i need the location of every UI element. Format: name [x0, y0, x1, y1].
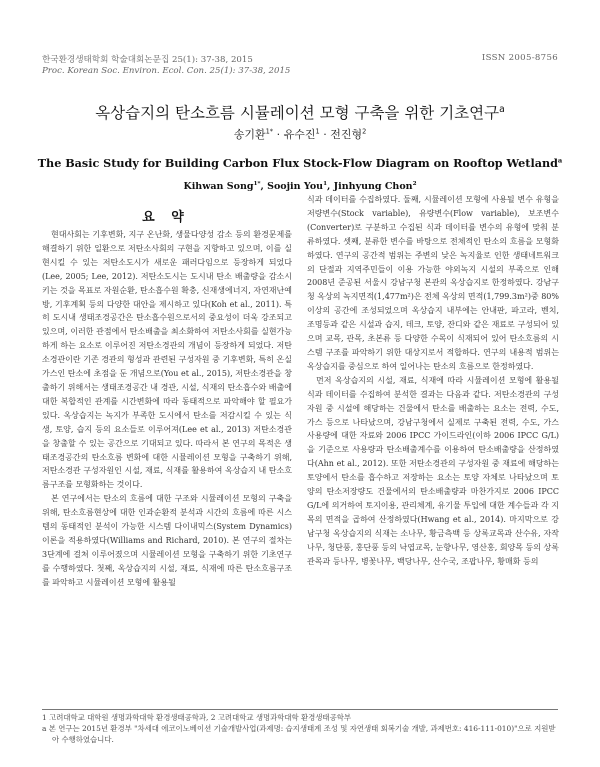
author-ko-3: 전진형 — [330, 128, 363, 141]
author-separator: · — [323, 128, 327, 141]
paragraph: 현대사회는 기후변화, 지구 온난화, 생물다양성 감소 등의 환경문제를 해결하기 위한 일환으로 저탄소사회의 구현을 지향하고 있으며, 이를 실현시킬 수 있는 저탄소도시가 새로운 패러다임으로 등장하게 되었다(Lee, 2005; Lee, 2012). 저탄소도시는 도시내 탄소 배출량을 감소시키는 것을 목표로 자원순환, 탄소흡수원 확충, 신재생에너지, 자연재난예방, 기후계획 등의 다양한 대안을 제시하고 있다(Koh et al., 2011). 특히 도시내 생태조경공간은 탄소흡수원으로서의 중요성이 더욱 강조되고 있으며, 이러한 관점에서 탄소배출을 최소화하여 저탄소사회를 실현가능하게 하는 요소로 이루어진 저탄소경관의 개념이 등장하게 되었다. 저탄소경관이란 기존 경관의 형성과 관련된 구성자원 중 기후변화, 특히 온실가스인 탄소에 초점을 둔 개념으로(You et al., 2015), 저탄소경관을 창출하기 위해서는 생태조경공간 내 경관, 시설, 식재의 탄소흡수와 배출에 대한 복합적인 관계를 시간변화에 따라 동태적으로 파악해야 할 필요가 있다. 옥상습지는 녹지가 부족한 도시에서 탄소를 저감시킬 수 있는 식생, 토양, 습지 등의 요소들로 이루어져(Lee et al., 2013) 저탄소경관을 창출할 수 있는 공간으로 기대되고 있다. 따라서 본 연구의 목적은 생태조경공간의 탄소흐름 변화에 대한 시뮬레이션 모형을 구축하기 위해, 저탄소경관 구성자원인 시설, 재료, 식재를 활용하여 옥상습지 내 탄소흐름구조를 모형화하는 것이다. — [42, 230, 292, 490]
title-korean-text: 옥상습지의 탄소흐름 시뮬레이션 모형 구축을 위한 기초연구 — [95, 104, 500, 122]
author-en-sep: , — [260, 181, 268, 192]
paragraph: 식과 데이터를 수집하였다. 둘째, 시뮬레이션 모형에 사용될 변수 유형을 저량변수(Stock variable), 유량변수(Flow variable), 보조변수(Converter)로 구분하고 수집된 식과 데이터를 변수의 유형에 맞춰 분류하였다. 셋째, 분류한 변수를 바탕으로 전체적인 탄소의 흐름을 모형화하였다. 연구의 공간적 범위는 주변의 낮은 녹지율로 인한 생태네트워크의 단절과 지역주민들이 이용 가능한 야외녹지 시설의 부족으로 인해 2008년 준공된 서울시 강남구청 본관의 옥상습지로 한정하였다. 강남구청 옥상의 녹지면적(1,477m²)은 전체 옥상의 면적(1,799.3m²)중 80% 이상의 공간에 조성되었으며 옥상습지 내부에는 안내판, 파고라, 벤치, 조명등과 같은 시설과 습지, 데크, 토양, 잔디와 같은 재료로 구성되어 있으며 교목, 관목, 초본류 등 다양한 수목이 식재되어 있어 탄소흐름의 시스템 구조를 파악하기 위한 대상지로서 적합하다. 연구의 내용적 범위는 옥상습지를 중심으로 하여 일어나는 탄소의 흐름으로 한정하였다. — [307, 195, 559, 371]
title-english-text: The Basic Study for Building Carbon Flux Stock-Flow Diagram on Rooftop Wetland — [37, 156, 558, 170]
footnote-affiliation: 1 고려대학교 대학원 생명과학대학 환경생태공학과, 2 고려대학교 생명과학대학 환경생태공학부 — [42, 713, 351, 722]
abstract-heading: 요 약 — [142, 210, 190, 225]
journal-header-en: Proc. Korean Soc. Environ. Ecol. Con. 25(1): 37-38, 2015 — [42, 66, 291, 76]
authors-korean — [0, 126, 600, 142]
paragraph: 본 연구에서는 탄소의 흐름에 대한 구조와 시뮬레이션 모형의 구축을 위해, 탄소흐름현상에 대한 인과순환적 분석과 시간의 흐름에 따른 시스템의 동태적인 분석이 가능한 시스템 다이내믹스(System Dynamics) 이론을 적용하였다(Williams and Richard, 2010). 본 연구의 절차는 3단계에 걸쳐 이루어졌으며 시뮬레이션 모형을 구축하기 위한 기초연구를 수행하였다. 첫째, 옥상습지의 시설, 재료, 식재에 따른 탄소흐름구조를 파악하고 시뮬레이션 모형에 활용될 — [42, 494, 292, 587]
footnotes — [42, 712, 558, 745]
author-en-3-sup: 2 — [412, 180, 417, 187]
footnote-divider — [42, 709, 558, 710]
author-en-2: Soojin You — [267, 181, 324, 192]
author-separator: · — [276, 128, 281, 141]
author-en-3: Jinhyung Chon — [333, 181, 413, 192]
title-english-sup: a — [557, 156, 563, 165]
footnote-funding: a 본 연구는 2015년 환경부 "차세대 에코이노베이션 기술개발사업(과제명: 습지생태계 조성 및 자연생태 회복기술 개발, 과제번호: 416-111-010)"으로 지원받아 수행하였습니다. — [42, 724, 556, 744]
right-column — [307, 193, 559, 568]
title-english — [0, 156, 600, 170]
issn: ISSN 2005-8756 — [481, 53, 558, 63]
paragraph: 먼저 옥상습지의 시설, 재료, 식재에 따라 시뮬레이션 모형에 활용될 식과 데이터를 수집하여 분석한 결과는 다음과 같다. 저탄소경관의 구성자원 중 시설에 해당하는 건물에서 탄소를 배출하는 요소는 전력, 수도, 가스 등으로 나타났으며, 강남구청에서 실제로 구축된 전력, 수도, 가스 사용량에 대한 자료와 2006 IPCC 가이드라인(이하 2006 IPCC G/L)을 기준으로 사용량과 탄소배출계수를 이용하여 탄소배출량을 산정하였다(Ahn et al., 2012). 또한 저탄소경관의 구성자원 중 재료에 해당하는 토양에서 탄소를 흡수하고 저장하는 요소는 토양 자체로 나타났으며 토양의 탄소저장량도 건물에서의 탄소배출량과 마찬가지로 2006 IPCC G/L에 의거하여 토지이용, 관리체계, 유기물 투입에 대한 계수들과 각 지목의 면적을 곱하여 산정하였다(Hwang et al., 2014). 마지막으로 강남구청 옥상습지의 식재는 소나무, 황금측백 등 상록교목과 산수유, 자작나무, 청단풍, 홍단풍 등의 낙엽교목, 눈향나무, 영산홍, 회양목 등의 상록관목과 등나무, 병꽃나무, 백당나무, 산수국, 조팝나무, 황매화 등의 — [307, 375, 559, 566]
author-en-sep: , — [327, 181, 334, 192]
author-en-2-sup: 1 — [323, 180, 328, 187]
author-en-1: Kihwan Song — [183, 181, 254, 192]
journal-header-ko: 한국환경생태학회 학술대회논문집 25(1): 37-38, 2015 — [42, 55, 253, 65]
author-ko-3-sup: 2 — [362, 127, 367, 136]
title-korean-sup: a — [499, 103, 505, 115]
authors-english — [0, 181, 600, 192]
left-column — [42, 228, 292, 590]
author-ko-1-sup: 1* — [265, 127, 274, 136]
author-en-1-sup: 1* — [253, 180, 261, 187]
author-ko-1: 송기환 — [233, 128, 266, 141]
title-korean — [0, 101, 600, 123]
author-ko-2-sup: 1 — [315, 127, 320, 136]
author-ko-2: 유수진 — [283, 128, 316, 141]
